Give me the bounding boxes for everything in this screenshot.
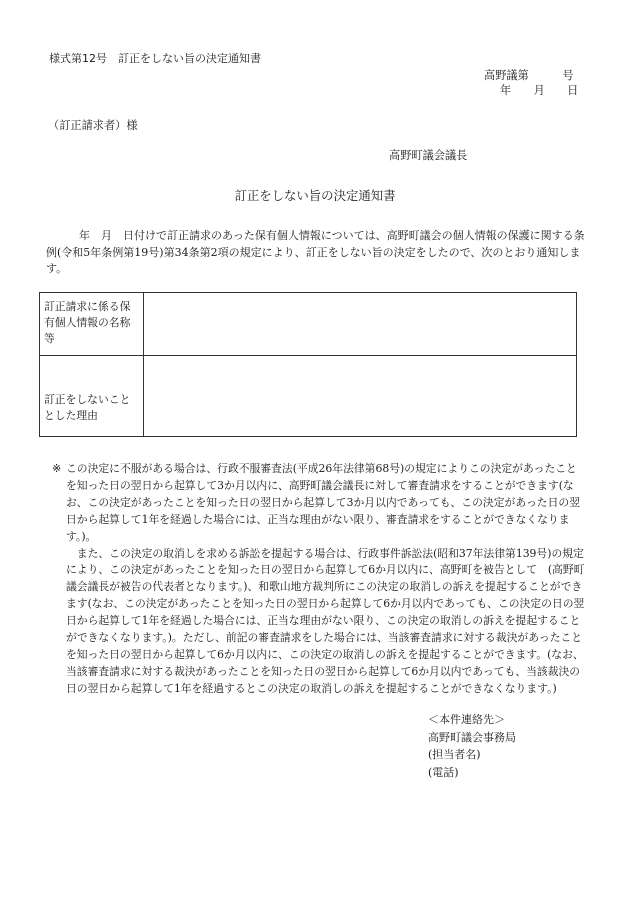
row-label-info-name: 訂正請求に係る保有個人情報の名称等 xyxy=(40,293,144,356)
addressee: （訂正請求者）様 xyxy=(48,119,138,132)
body-paragraph: 年 月 日付けで訂正請求のあった保有個人情報については、高野町議会の個人情報の保護に関する条例(令和5年条例第19号)第34条第2項の規定により、訂正をしない旨の決定をしたので、次のとおり通知します。 xyxy=(46,229,585,275)
note-mark: ※ xyxy=(52,462,62,475)
row-value-reason xyxy=(144,356,577,437)
decision-table xyxy=(39,292,577,437)
document-number: 高野議第 号 xyxy=(484,69,574,82)
issue-date: 年 月 日 xyxy=(500,84,579,97)
table-row xyxy=(40,356,577,437)
row-value-info-name xyxy=(144,293,577,356)
row-label-reason: 訂正をしないこととした理由 xyxy=(40,356,144,437)
contact-block xyxy=(428,711,516,781)
form-number: 様式第12号 訂正をしない旨の決定通知書 xyxy=(49,52,261,65)
sender: 高野町議会議長 xyxy=(389,149,468,162)
document-title: 訂正をしない旨の決定通知書 xyxy=(234,188,396,203)
contact-person: (担当者名) xyxy=(428,748,481,761)
appeal-note xyxy=(52,461,587,698)
note-paragraph-lawsuit: また、この決定の取消しを求める訴訟を提起する場合は、行政事件訴訟法(昭和37年法律第139号)の規定により、この決定があったことを知った日の翌日から起算して6か月以内に、高野町を被告として (高野町議会議長が被告の代表者となります。)、和歌山地方裁判所にこの決定の取消しの訴えを提起することができます(なお、この決定があったことを知った日の翌日から起算して6か月以内であっても、この決定の日の翌日から起算して1年を経過した場合には、正当な理由がない限り、この決定の取消しの訴えを提起することができなくなります。)。ただし、前記の審査請求をした場合には、当該審査請求に対する裁決があったことを知った日の翌日から起算して6か月以内に、この決定の取消しの訴えを提起することができます。(なお、当該審査請求に対する裁決があったことを知った日の翌日から起算して6か月以内であっても、当該裁決の日の翌日から起算して1年を経過するとこの決定の取消しの訴えを提起することができなくなります。) xyxy=(66,546,585,695)
table-row xyxy=(40,293,577,356)
contact-phone: (電話) xyxy=(428,765,459,779)
contact-office: 高野町議会事務局 xyxy=(428,730,516,744)
note-paragraph-review: この決定に不服がある場合は、行政不服審査法(平成26年法律第68号)の規定によりこの決定があったことを知った日の翌日から起算して3か月以内に、高野町議会議長に対して審査請求をすることができます(なお、この決定があったことを知った日の翌日から起算して3か月以内であっても、この決定があった日の翌日から起算して1年を経過した場合には、正当な理由がない限り、審査請求をすることができなくなります。)。 xyxy=(66,462,580,543)
contact-heading: ＜本件連絡先＞ xyxy=(428,713,505,726)
